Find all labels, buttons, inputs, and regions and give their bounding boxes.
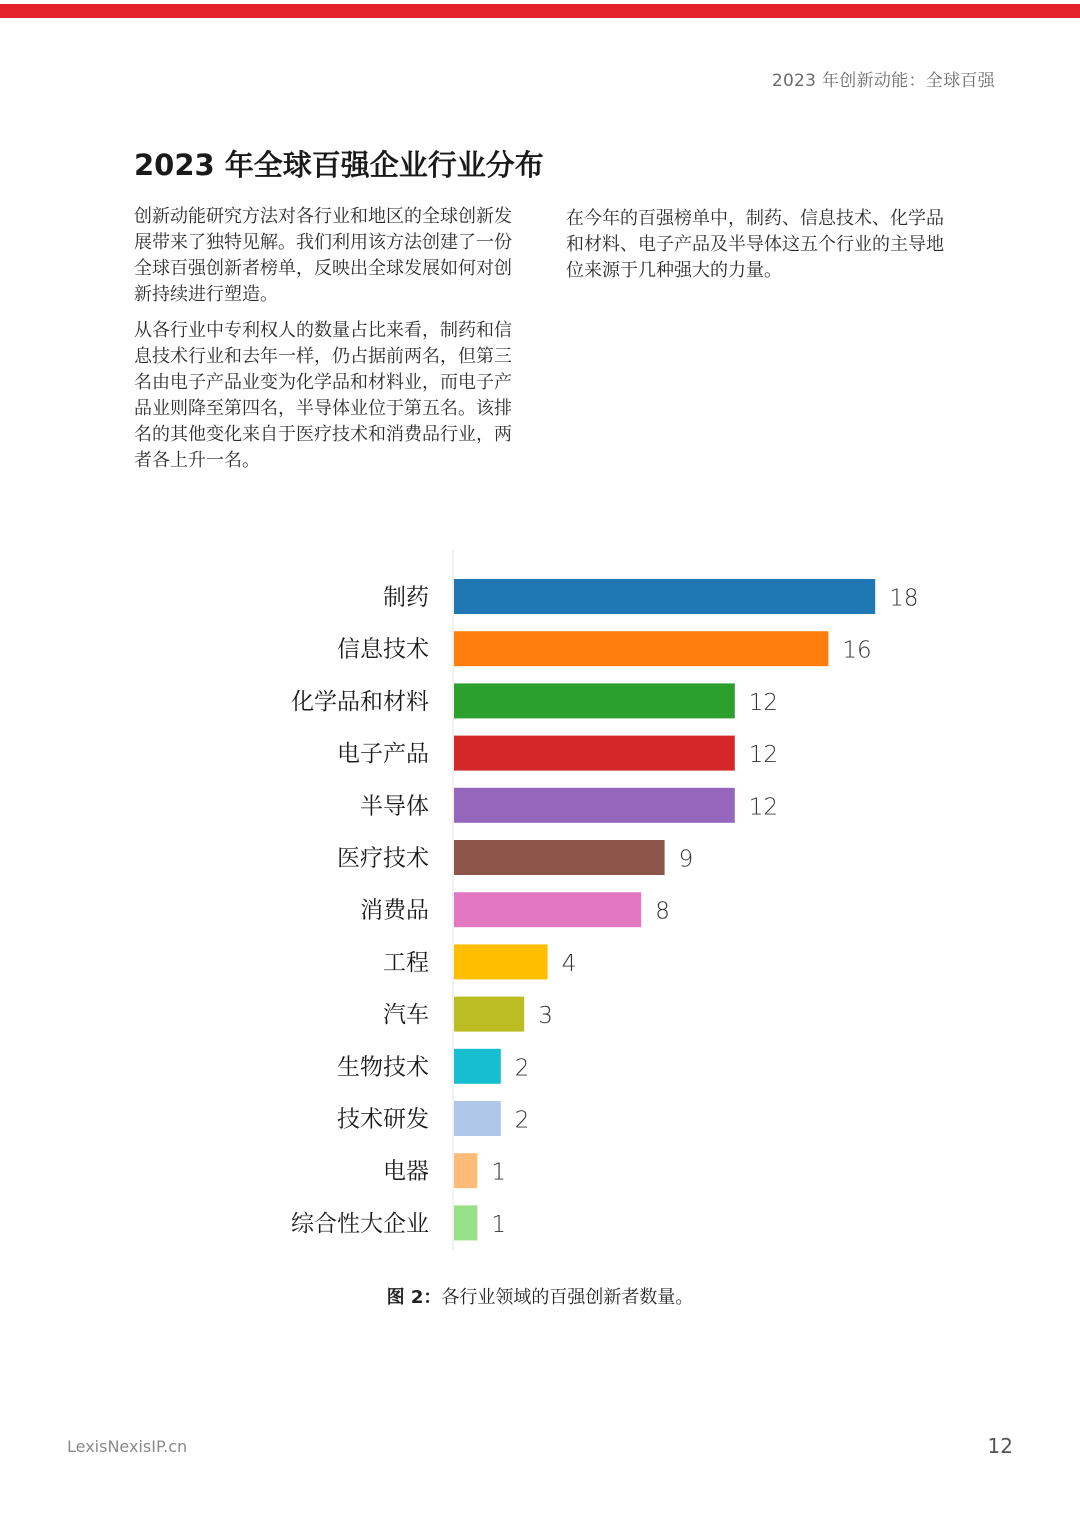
value-label: 8 (655, 898, 670, 925)
value-label: 12 (748, 742, 779, 769)
category-label: 综合性大企业 (291, 1210, 429, 1237)
category-label: 汽车 (383, 1002, 429, 1029)
category-label: 医疗技术 (337, 845, 429, 872)
value-label: 16 (842, 637, 872, 664)
bar (454, 788, 735, 823)
value-label: 12 (748, 794, 779, 821)
bar (454, 1153, 477, 1188)
category-label: 技术研发 (337, 1106, 429, 1133)
category-label: 电子产品 (337, 741, 429, 768)
bar (454, 683, 735, 718)
bar (454, 997, 524, 1032)
bar (454, 1049, 501, 1084)
page-number: 12 (987, 1434, 1013, 1458)
bar (454, 892, 641, 927)
category-label: 工程 (383, 949, 429, 976)
bar (454, 736, 735, 771)
body-column-right (566, 206, 961, 294)
footer-url: LexisNexisIP.cn (67, 1437, 188, 1456)
page-title: 2023 年全球百强企业行业分布 (134, 148, 544, 182)
value-label: 2 (514, 1055, 530, 1082)
industry-bar-chart (0, 545, 1080, 1255)
bar (454, 1205, 477, 1240)
category-label: 电器 (383, 1158, 429, 1185)
paragraph: 从各行业中专利权人的数量占比来看，制药和信息技术行业和去年一样，仍占据前两名，但第三名由电子产品业变为化学品和材料业，而电子产品业则降至第四名，半导体业位于第五名。该排名的其他变化来自于医疗技术和消费品行业，两者各上升一名。 (134, 320, 512, 471)
category-label: 制药 (383, 584, 429, 611)
value-label: 2 (514, 1107, 530, 1134)
bar (454, 840, 665, 875)
category-label: 信息技术 (337, 636, 429, 663)
figure-caption (0, 1283, 1080, 1309)
value-label: 3 (538, 1003, 553, 1030)
paragraph: 创新动能研究方法对各行业和地区的全球创新发展带来了独特见解。我们利用该方法创建了一份全球百强创新者榜单，反映出全球发展如何对创新持续进行塑造。 (134, 206, 512, 305)
category-label: 半导体 (360, 793, 429, 820)
paragraph: 在今年的百强榜单中，制药、信息技术、化学品和材料、电子产品及半导体这五个行业的主导地位来源于几种强大的力量。 (566, 208, 944, 281)
bar (454, 944, 548, 979)
category-label: 化学品和材料 (291, 688, 429, 715)
category-label: 生物技术 (337, 1054, 429, 1081)
value-label: 18 (889, 585, 919, 612)
value-label: 1 (491, 1159, 507, 1186)
bar (454, 1101, 501, 1136)
bar (454, 579, 875, 614)
value-label: 1 (491, 1211, 507, 1238)
body-column-left (134, 204, 529, 484)
figure-caption-number: 图 2： (386, 1287, 442, 1308)
bar (454, 631, 828, 666)
running-head: 2023 年创新动能：全球百强 (771, 71, 995, 91)
top-accent-bar (0, 4, 1080, 18)
category-label: 消费品 (360, 897, 429, 924)
figure-caption-text: 各行业领域的百强创新者数量。 (441, 1287, 694, 1308)
value-label: 4 (561, 950, 577, 977)
value-label: 12 (748, 689, 779, 716)
value-label: 9 (678, 846, 694, 873)
